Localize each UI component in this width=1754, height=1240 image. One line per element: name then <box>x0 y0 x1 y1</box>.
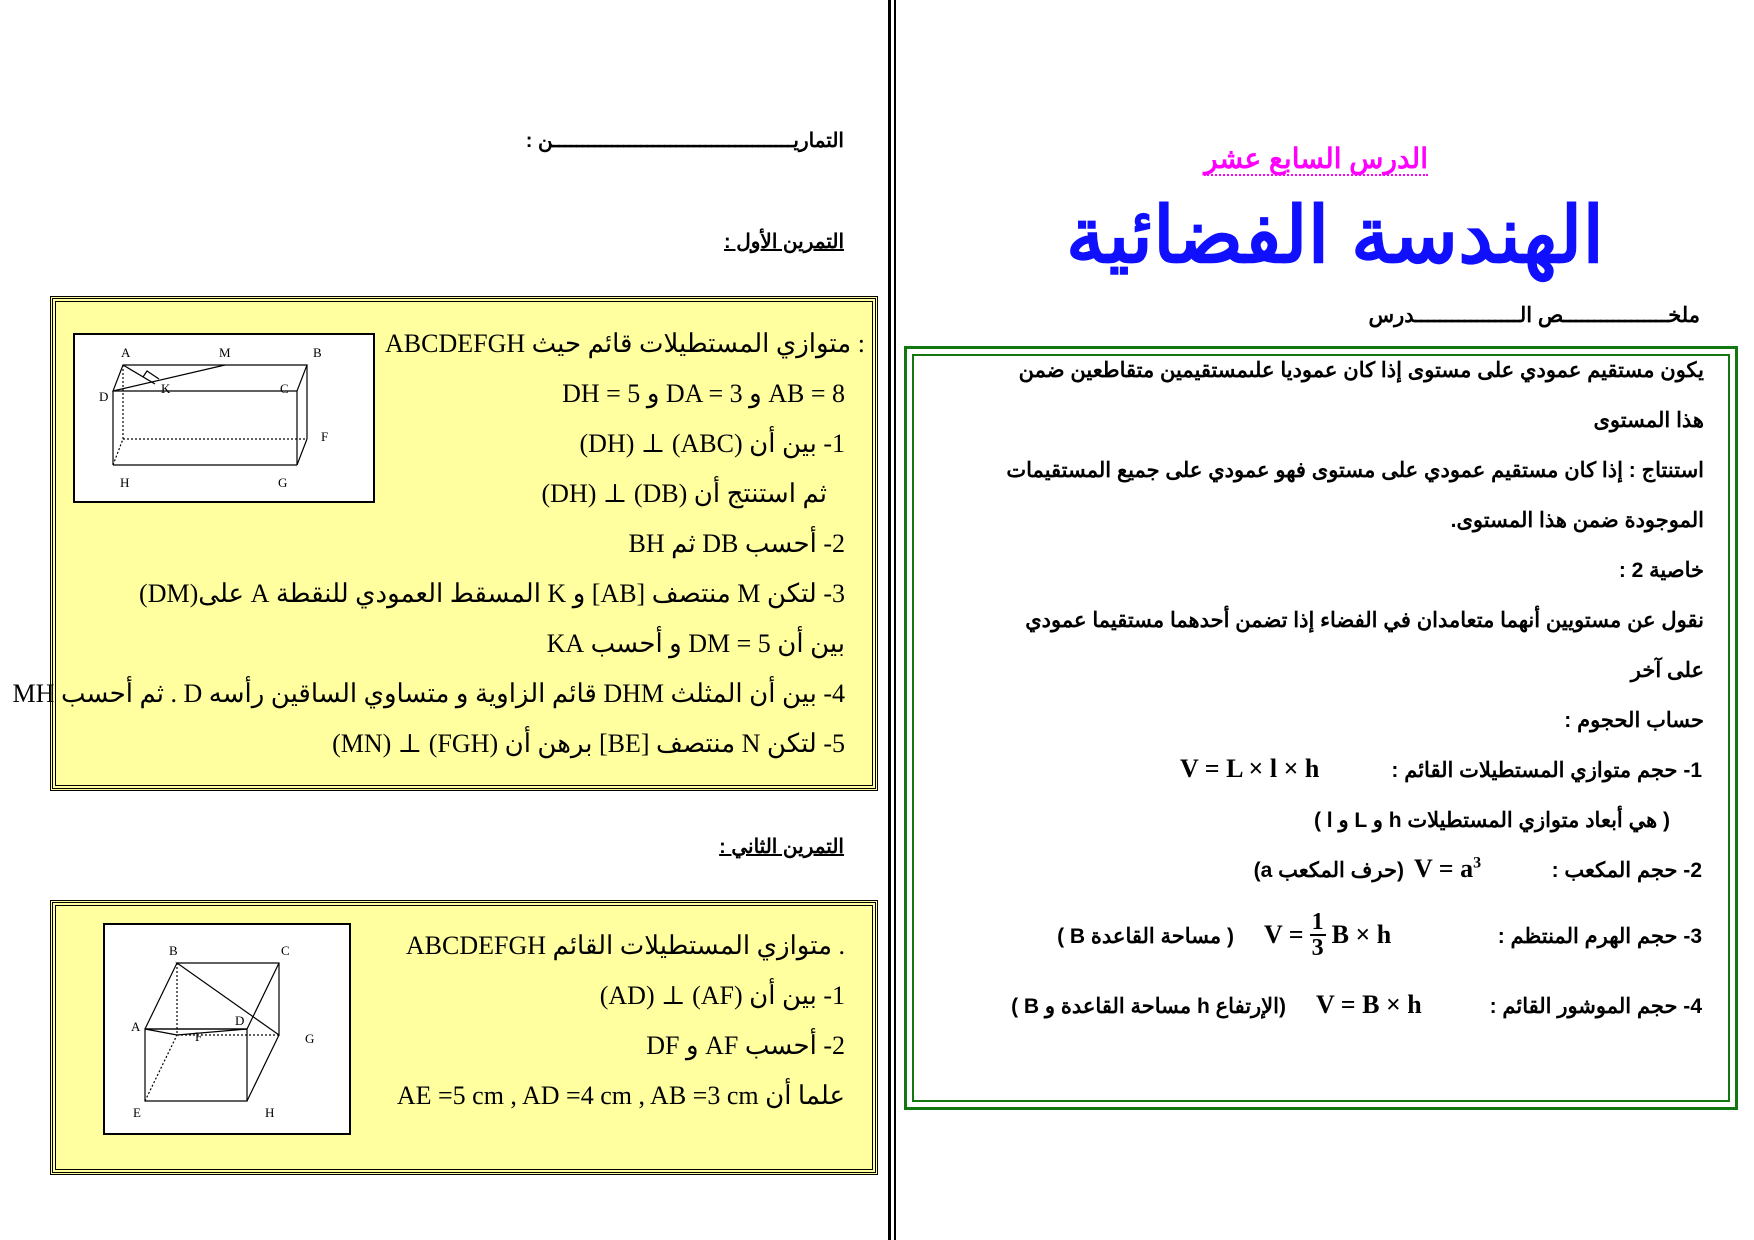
cuboid-diagram <box>75 335 373 501</box>
volume-cube-note: (a حرف المكعب) <box>1253 859 1404 882</box>
summary-line: الموجودة ضمن هذا المستوى. <box>1450 509 1704 532</box>
exercise-1-line: DH = 5 و DA = 3 و AB = 8 <box>562 379 845 408</box>
volume-prism-note: ( B مساحة القاعدة و h الإرتفاع) <box>1011 995 1286 1018</box>
page-divider <box>888 0 891 1240</box>
exercise-1-title: التمرين الأول : <box>724 231 844 253</box>
exercise-1-line: 1- بين أن (ABC) ⊥ (DH) <box>579 429 845 458</box>
lesson-number-text: الدرس السابع عشر <box>1204 143 1428 174</box>
summary-line: استنتاج : إذا كان مستقيم عمودي على مستوى فهو عمودي على جميع المستقيمات <box>1006 459 1704 482</box>
volume-cube-exponent: 3 <box>1473 854 1482 872</box>
volume-pyramid-label: 3- حجم الهرم المنتظم : <box>1497 925 1702 948</box>
volume-prism-label: 4- حجم الموشور القائم : <box>1489 995 1702 1018</box>
volume-pyramid-formula-left: V = <box>1264 920 1304 949</box>
point-label: G <box>305 1031 315 1046</box>
summary-line: نقول عن مستويين أنهما متعامدان في الفضاء إذا تضمن أحدهما مستقيما عمودي <box>1025 609 1704 632</box>
summary-line: حساب الحجوم : <box>1564 709 1704 732</box>
volume-cube-formula-text: V = a <box>1414 854 1474 883</box>
exercise-1-box <box>12 296 878 791</box>
cuboid-diagram <box>105 925 349 1133</box>
volume-pyramid-formula <box>1264 910 1391 960</box>
volume-prism-formula: V = B × h <box>1316 990 1422 1019</box>
volume-cube-formula <box>1414 854 1481 884</box>
exercise-2-line: علما أن AE =5 cm , AD =4 cm , AB =3 cm <box>396 1081 845 1110</box>
summary-line: هذا المستوى <box>1593 409 1704 432</box>
lesson-number <box>1028 142 1428 175</box>
point-label: E <box>133 1105 141 1120</box>
point-label: A <box>131 1019 141 1034</box>
volume-pyramid-fraction <box>1310 910 1326 960</box>
exercise-1-line: 2- أحسب DB ثم BH <box>628 529 845 558</box>
point-label: B <box>313 345 322 360</box>
fraction-numerator: 1 <box>1311 909 1324 935</box>
volume-cube-label: 2- حجم المكعب : <box>1551 859 1702 882</box>
volume-pyramid-formula-right: B × h <box>1331 920 1392 949</box>
point-label: B <box>169 943 178 958</box>
exercise-2-line: 1- بين أن (AF) ⊥ (AD) <box>599 981 845 1010</box>
exercise-2-title: التمرين الثاني : <box>719 836 844 858</box>
point-label: D <box>99 389 109 404</box>
exercise-1-line: ABCDEFGH متوازي المستطيلات قائم حيث : <box>385 329 865 358</box>
point-label: G <box>278 475 288 490</box>
exercises-title: التماريـــــــــــــــــــــــــــــــــــــــــن : <box>525 130 844 152</box>
summary-line: يكون مستقيم عمودي على مستوى إذا كان عموديا علىمستقيمين متقاطعين ضمن <box>1018 359 1704 382</box>
point-label: C <box>280 381 289 396</box>
exercise-1-line: ثم استنتج أن (DB) ⊥ (DH) <box>541 479 827 508</box>
point-label: C <box>281 943 290 958</box>
point-label: F <box>195 1029 203 1044</box>
exercise-1-line: بين أن DM = 5 و أحسب KA <box>546 629 845 658</box>
volume-pyramid-note: ( B مساحة القاعدة ) <box>1057 925 1234 948</box>
volume-cuboid-label: 1- حجم متوازي المستطيلات القائم : <box>1391 759 1702 782</box>
summary-heading: ملخـــــــــــــــــص الـــــــــــــــــدرس <box>1368 304 1700 327</box>
summary-line: خاصية 2 : <box>1618 559 1704 582</box>
summary-line: على آخر <box>1630 659 1704 682</box>
volume-cuboid-note: ( l و L و h هي أبعاد متوازي المستطيلات ) <box>1313 809 1670 832</box>
point-label: F <box>321 429 329 444</box>
point-label: A <box>121 345 131 360</box>
volume-cuboid-formula: V = L × l × h <box>1180 754 1320 783</box>
exercise-1-line: 4- بين أن المثلث DHM قائم الزاوية و متساوي الساقين رأسه D . ثم أحسب MH <box>12 679 845 708</box>
exercise-1-figure <box>73 333 375 503</box>
point-label: D <box>235 1013 245 1028</box>
page-divider <box>894 0 896 1240</box>
exercise-1-line: 3- لتكن M منتصف [AB] و K المسقط العمودي للنقطة A على(DM) <box>139 579 845 608</box>
point-label: M <box>219 345 231 360</box>
fraction-denominator: 3 <box>1311 935 1324 961</box>
point-label: H <box>120 475 130 490</box>
exercise-1-line: 5- لتكن N منتصف [BE] برهن أن (FGH) ⊥ (MN) <box>332 729 845 758</box>
point-label: K <box>161 381 171 396</box>
lesson-title: الهندسة الفضائية <box>1065 191 1604 279</box>
exercise-2-line: 2- أحسب AF و DF <box>646 1031 845 1060</box>
exercise-2-line: ABCDEFGH متوازي المستطيلات القائم . <box>405 931 845 960</box>
exercise-2-box <box>50 900 878 1175</box>
point-label: H <box>265 1105 275 1120</box>
exercise-2-figure <box>103 923 351 1135</box>
